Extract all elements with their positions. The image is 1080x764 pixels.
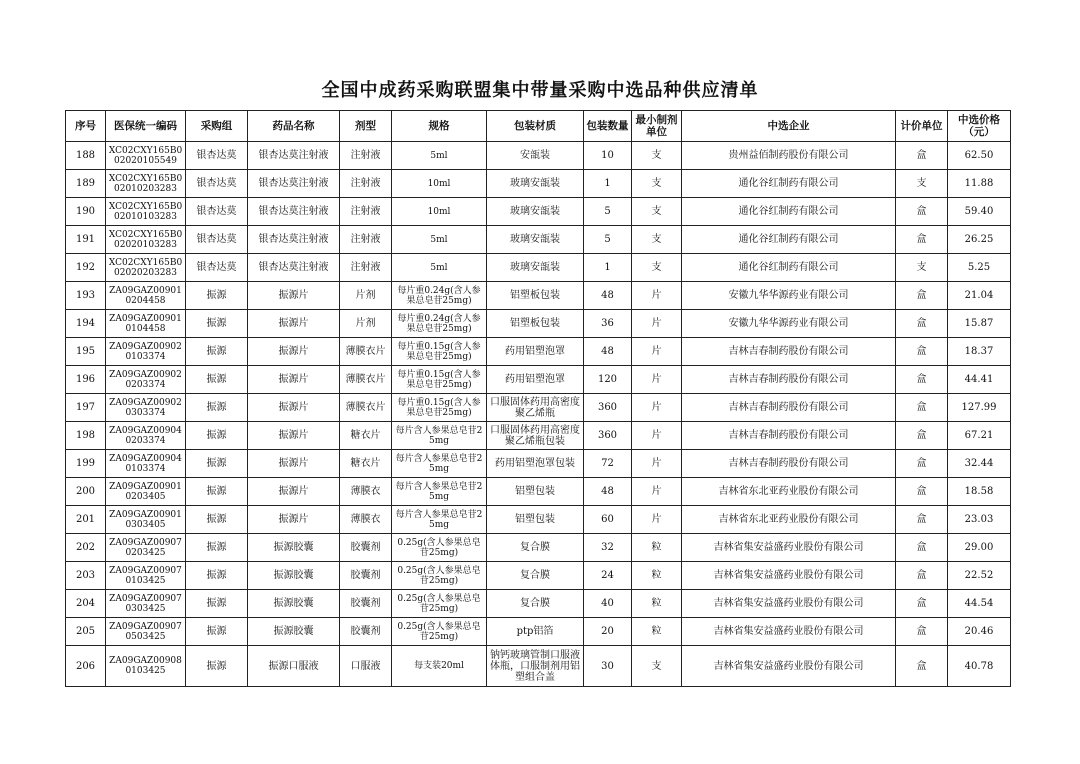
dosage-form-cell: 糖衣片: [340, 422, 392, 450]
specification-cell: 0.25g(含人参果总皂苷25mg): [392, 618, 487, 646]
winning-price-cell: 26.25: [948, 226, 1011, 254]
min-unit-cell: 片: [632, 310, 682, 338]
table-row: [66, 338, 1011, 366]
min-unit-cell: 粒: [632, 562, 682, 590]
table-row: [66, 394, 1011, 422]
winning-price-cell: 21.04: [948, 282, 1011, 310]
specification-cell: 每片重0.15g(含人参果总皂苷25mg): [392, 338, 487, 366]
header-cell: 规格: [392, 111, 487, 142]
drug-name-cell: 振源片: [248, 450, 340, 478]
table-row: [66, 646, 1011, 687]
dosage-form-cell: 片剂: [340, 282, 392, 310]
package-quantity-cell: 36: [584, 310, 632, 338]
pricing-unit-cell: 盒: [896, 282, 948, 310]
winning-price-cell: 62.50: [948, 142, 1011, 170]
specification-cell: 0.25g(含人参果总皂苷25mg): [392, 590, 487, 618]
drug-name-cell: 振源胶囊: [248, 534, 340, 562]
winning-price-cell: 29.00: [948, 534, 1011, 562]
drug-name-cell: 银杏达莫注射液: [248, 142, 340, 170]
specification-cell: 10ml: [392, 170, 487, 198]
dosage-form-cell: 薄膜衣片: [340, 366, 392, 394]
dosage-form-cell: 注射液: [340, 254, 392, 282]
winning-price-cell: 59.40: [948, 198, 1011, 226]
header-cell: 中选价格（元）: [948, 111, 1011, 142]
row-number-cell: 198: [66, 422, 106, 450]
winning-company-cell: 通化谷红制药有限公司: [682, 170, 896, 198]
row-number-cell: 196: [66, 366, 106, 394]
winning-company-cell: 通化谷红制药有限公司: [682, 198, 896, 226]
winning-company-cell: 吉林吉春制药股份有限公司: [682, 338, 896, 366]
insurance-code-cell: XC02CXY165B002020103283: [106, 226, 186, 254]
insurance-code-cell: ZA09GAZ009070503425: [106, 618, 186, 646]
row-number-cell: 190: [66, 198, 106, 226]
min-unit-cell: 支: [632, 254, 682, 282]
winning-company-cell: 吉林省集安益盛药业股份有限公司: [682, 646, 896, 687]
header-cell: 医保统一编码: [106, 111, 186, 142]
packaging-material-cell: 铝塑板包装: [487, 310, 584, 338]
insurance-code-cell: XC02CXY165B002020105549: [106, 142, 186, 170]
min-unit-cell: 粒: [632, 590, 682, 618]
purchase-group-cell: 银杏达莫: [186, 226, 248, 254]
specification-cell: 每片重0.15g(含人参果总皂苷25mg): [392, 366, 487, 394]
insurance-code-cell: ZA09GAZ009080103425: [106, 646, 186, 687]
specification-cell: 0.25g(含人参果总皂苷25mg): [392, 562, 487, 590]
min-unit-cell: 片: [632, 450, 682, 478]
table-header-row: [66, 111, 1011, 142]
winning-price-cell: 67.21: [948, 422, 1011, 450]
pricing-unit-cell: 盒: [896, 618, 948, 646]
pricing-unit-cell: 盒: [896, 422, 948, 450]
packaging-material-cell: 复合膜: [487, 534, 584, 562]
packaging-material-cell: 铝塑包装: [487, 506, 584, 534]
insurance-code-cell: ZA09GAZ009010104458: [106, 310, 186, 338]
dosage-form-cell: 薄膜衣片: [340, 394, 392, 422]
dosage-form-cell: 口服液: [340, 646, 392, 687]
package-quantity-cell: 32: [584, 534, 632, 562]
drug-name-cell: 振源胶囊: [248, 590, 340, 618]
insurance-code-cell: ZA09GAZ009010203405: [106, 478, 186, 506]
row-number-cell: 192: [66, 254, 106, 282]
package-quantity-cell: 48: [584, 282, 632, 310]
row-number-cell: 193: [66, 282, 106, 310]
package-quantity-cell: 360: [584, 422, 632, 450]
min-unit-cell: 支: [632, 646, 682, 687]
packaging-material-cell: 玻璃安瓿装: [487, 254, 584, 282]
package-quantity-cell: 1: [584, 254, 632, 282]
package-quantity-cell: 5: [584, 226, 632, 254]
pricing-unit-cell: 盒: [896, 310, 948, 338]
drug-name-cell: 振源片: [248, 338, 340, 366]
drug-name-cell: 振源胶囊: [248, 562, 340, 590]
header-cell: 中选企业: [682, 111, 896, 142]
purchase-group-cell: 振源: [186, 506, 248, 534]
row-number-cell: 197: [66, 394, 106, 422]
packaging-material-cell: 铝塑包装: [487, 478, 584, 506]
purchase-group-cell: 振源: [186, 422, 248, 450]
dosage-form-cell: 注射液: [340, 142, 392, 170]
min-unit-cell: 粒: [632, 618, 682, 646]
specification-cell: 每片含人参果总皂苷25mg: [392, 422, 487, 450]
pricing-unit-cell: 盒: [896, 646, 948, 687]
table-row: [66, 562, 1011, 590]
min-unit-cell: 支: [632, 226, 682, 254]
package-quantity-cell: 48: [584, 478, 632, 506]
pricing-unit-cell: 支: [896, 170, 948, 198]
winning-price-cell: 44.41: [948, 366, 1011, 394]
min-unit-cell: 片: [632, 366, 682, 394]
winning-price-cell: 32.44: [948, 450, 1011, 478]
winning-company-cell: 安徽九华华源药业有限公司: [682, 282, 896, 310]
insurance-code-cell: ZA09GAZ009070203425: [106, 534, 186, 562]
dosage-form-cell: 注射液: [340, 198, 392, 226]
specification-cell: 每片重0.15g(含人参果总皂苷25mg): [392, 394, 487, 422]
pricing-unit-cell: 盒: [896, 478, 948, 506]
min-unit-cell: 片: [632, 506, 682, 534]
header-cell: 药品名称: [248, 111, 340, 142]
dosage-form-cell: 胶囊剂: [340, 590, 392, 618]
purchase-group-cell: 振源: [186, 590, 248, 618]
header-cell: 剂型: [340, 111, 392, 142]
row-number-cell: 201: [66, 506, 106, 534]
purchase-group-cell: 银杏达莫: [186, 142, 248, 170]
drug-name-cell: 振源口服液: [248, 646, 340, 687]
package-quantity-cell: 1: [584, 170, 632, 198]
insurance-code-cell: ZA09GAZ009010204458: [106, 282, 186, 310]
insurance-code-cell: XC02CXY165B002010203283: [106, 170, 186, 198]
purchase-group-cell: 振源: [186, 618, 248, 646]
winning-company-cell: 吉林吉春制药股份有限公司: [682, 422, 896, 450]
insurance-code-cell: XC02CXY165B002020203283: [106, 254, 186, 282]
winning-price-cell: 127.99: [948, 394, 1011, 422]
winning-company-cell: 吉林省东北亚药业股份有限公司: [682, 506, 896, 534]
pricing-unit-cell: 盒: [896, 198, 948, 226]
winning-company-cell: 贵州益佰制药股份有限公司: [682, 142, 896, 170]
packaging-material-cell: 铝塑板包装: [487, 282, 584, 310]
dosage-form-cell: 薄膜衣: [340, 478, 392, 506]
purchase-group-cell: 振源: [186, 478, 248, 506]
min-unit-cell: 片: [632, 478, 682, 506]
pricing-unit-cell: 盒: [896, 338, 948, 366]
packaging-material-cell: 玻璃安瓿装: [487, 226, 584, 254]
purchase-group-cell: 振源: [186, 310, 248, 338]
insurance-code-cell: XC02CXY165B002010103283: [106, 198, 186, 226]
package-quantity-cell: 60: [584, 506, 632, 534]
insurance-code-cell: ZA09GAZ009070303425: [106, 590, 186, 618]
document-title: 全国中成药采购联盟集中带量采购中选品种供应清单: [321, 80, 759, 101]
winning-price-cell: 18.37: [948, 338, 1011, 366]
min-unit-cell: 支: [632, 198, 682, 226]
header-cell: 计价单位: [896, 111, 948, 142]
drug-name-cell: 振源片: [248, 394, 340, 422]
winning-company-cell: 通化谷红制药有限公司: [682, 226, 896, 254]
drug-name-cell: 银杏达莫注射液: [248, 198, 340, 226]
table-row: [66, 478, 1011, 506]
specification-cell: 5ml: [392, 226, 487, 254]
row-number-cell: 194: [66, 310, 106, 338]
winning-price-cell: 15.87: [948, 310, 1011, 338]
purchase-group-cell: 振源: [186, 394, 248, 422]
header-cell: 序号: [66, 111, 106, 142]
packaging-material-cell: ptp铝箔: [487, 618, 584, 646]
header-cell: 包装数量: [584, 111, 632, 142]
drug-name-cell: 银杏达莫注射液: [248, 170, 340, 198]
min-unit-cell: 支: [632, 170, 682, 198]
packaging-material-cell: 安瓿装: [487, 142, 584, 170]
winning-company-cell: 吉林省集安益盛药业股份有限公司: [682, 562, 896, 590]
pricing-unit-cell: 盒: [896, 226, 948, 254]
packaging-material-cell: 口服固体药用高密度聚乙烯瓶: [487, 394, 584, 422]
purchase-group-cell: 振源: [186, 534, 248, 562]
dosage-form-cell: 胶囊剂: [340, 618, 392, 646]
row-number-cell: 191: [66, 226, 106, 254]
row-number-cell: 189: [66, 170, 106, 198]
drug-name-cell: 振源胶囊: [248, 618, 340, 646]
table-row: [66, 506, 1011, 534]
specification-cell: 每片重0.24g(含人参果总皂苷25mg): [392, 310, 487, 338]
row-number-cell: 200: [66, 478, 106, 506]
table-row: [66, 450, 1011, 478]
row-number-cell: 205: [66, 618, 106, 646]
insurance-code-cell: ZA09GAZ009010303405: [106, 506, 186, 534]
table-row: [66, 618, 1011, 646]
packaging-material-cell: 药用铝塑泡罩: [487, 366, 584, 394]
winning-price-cell: 18.58: [948, 478, 1011, 506]
pricing-unit-cell: 支: [896, 254, 948, 282]
winning-company-cell: 吉林吉春制药股份有限公司: [682, 394, 896, 422]
dosage-form-cell: 糖衣片: [340, 450, 392, 478]
purchase-group-cell: 银杏达莫: [186, 170, 248, 198]
supply-list-table: [65, 110, 1011, 687]
package-quantity-cell: 48: [584, 338, 632, 366]
insurance-code-cell: ZA09GAZ009020303374: [106, 394, 186, 422]
packaging-material-cell: 口服固体药用高密度聚乙烯瓶包装: [487, 422, 584, 450]
insurance-code-cell: ZA09GAZ009040203374: [106, 422, 186, 450]
winning-company-cell: 吉林省东北亚药业股份有限公司: [682, 478, 896, 506]
min-unit-cell: 粒: [632, 534, 682, 562]
insurance-code-cell: ZA09GAZ009020103374: [106, 338, 186, 366]
winning-company-cell: 吉林省集安益盛药业股份有限公司: [682, 534, 896, 562]
purchase-group-cell: 振源: [186, 562, 248, 590]
winning-price-cell: 22.52: [948, 562, 1011, 590]
dosage-form-cell: 胶囊剂: [340, 534, 392, 562]
row-number-cell: 206: [66, 646, 106, 687]
row-number-cell: 199: [66, 450, 106, 478]
table-row: [66, 198, 1011, 226]
specification-cell: 每片含人参果总皂苷25mg: [392, 478, 487, 506]
table-row: [66, 310, 1011, 338]
purchase-group-cell: 银杏达莫: [186, 254, 248, 282]
drug-name-cell: 银杏达莫注射液: [248, 226, 340, 254]
packaging-material-cell: 复合膜: [487, 562, 584, 590]
specification-cell: 每片重0.24g(含人参果总皂苷25mg): [392, 282, 487, 310]
table-row: [66, 534, 1011, 562]
winning-price-cell: 44.54: [948, 590, 1011, 618]
specification-cell: 0.25g(含人参果总皂苷25mg): [392, 534, 487, 562]
pricing-unit-cell: 盒: [896, 590, 948, 618]
pricing-unit-cell: 盒: [896, 366, 948, 394]
drug-name-cell: 振源片: [248, 310, 340, 338]
table-row: [66, 590, 1011, 618]
table-row: [66, 366, 1011, 394]
winning-price-cell: 20.46: [948, 618, 1011, 646]
pricing-unit-cell: 盒: [896, 534, 948, 562]
winning-price-cell: 5.25: [948, 254, 1011, 282]
winning-price-cell: 11.88: [948, 170, 1011, 198]
header-cell: 采购组: [186, 111, 248, 142]
dosage-form-cell: 胶囊剂: [340, 562, 392, 590]
package-quantity-cell: 72: [584, 450, 632, 478]
winning-company-cell: 吉林省集安益盛药业股份有限公司: [682, 618, 896, 646]
pricing-unit-cell: 盒: [896, 506, 948, 534]
specification-cell: 每片含人参果总皂苷25mg: [392, 450, 487, 478]
specification-cell: 5ml: [392, 142, 487, 170]
winning-company-cell: 吉林省集安益盛药业股份有限公司: [682, 590, 896, 618]
table-row: [66, 170, 1011, 198]
winning-company-cell: 安徽九华华源药业有限公司: [682, 310, 896, 338]
package-quantity-cell: 360: [584, 394, 632, 422]
specification-cell: 5ml: [392, 254, 487, 282]
purchase-group-cell: 振源: [186, 450, 248, 478]
packaging-material-cell: 钠钙玻璃管制口服液体瓶，口服制剂用铝塑组合盖: [487, 646, 584, 687]
row-number-cell: 195: [66, 338, 106, 366]
specification-cell: 每支装20ml: [392, 646, 487, 687]
table-body: [66, 142, 1011, 687]
insurance-code-cell: ZA09GAZ009040103374: [106, 450, 186, 478]
drug-name-cell: 振源片: [248, 422, 340, 450]
winning-price-cell: 23.03: [948, 506, 1011, 534]
header-cell: 最小制剂单位: [632, 111, 682, 142]
winning-company-cell: 通化谷红制药有限公司: [682, 254, 896, 282]
purchase-group-cell: 振源: [186, 338, 248, 366]
purchase-group-cell: 银杏达莫: [186, 198, 248, 226]
pricing-unit-cell: 盒: [896, 562, 948, 590]
purchase-group-cell: 振源: [186, 366, 248, 394]
purchase-group-cell: 振源: [186, 282, 248, 310]
dosage-form-cell: 薄膜衣: [340, 506, 392, 534]
drug-name-cell: 振源片: [248, 478, 340, 506]
row-number-cell: 204: [66, 590, 106, 618]
specification-cell: 10ml: [392, 198, 487, 226]
winning-company-cell: 吉林吉春制药股份有限公司: [682, 366, 896, 394]
packaging-material-cell: 复合膜: [487, 590, 584, 618]
specification-cell: 每片含人参果总皂苷25mg: [392, 506, 487, 534]
winning-company-cell: 吉林吉春制药股份有限公司: [682, 450, 896, 478]
package-quantity-cell: 24: [584, 562, 632, 590]
min-unit-cell: 片: [632, 394, 682, 422]
package-quantity-cell: 30: [584, 646, 632, 687]
table-row: [66, 422, 1011, 450]
min-unit-cell: 片: [632, 282, 682, 310]
package-quantity-cell: 120: [584, 366, 632, 394]
dosage-form-cell: 片剂: [340, 310, 392, 338]
drug-name-cell: 振源片: [248, 282, 340, 310]
package-quantity-cell: 10: [584, 142, 632, 170]
row-number-cell: 202: [66, 534, 106, 562]
insurance-code-cell: ZA09GAZ009020203374: [106, 366, 186, 394]
drug-name-cell: 振源片: [248, 506, 340, 534]
min-unit-cell: 片: [632, 422, 682, 450]
package-quantity-cell: 40: [584, 590, 632, 618]
min-unit-cell: 支: [632, 142, 682, 170]
purchase-group-cell: 振源: [186, 646, 248, 687]
drug-name-cell: 银杏达莫注射液: [248, 254, 340, 282]
row-number-cell: 203: [66, 562, 106, 590]
packaging-material-cell: 玻璃安瓿装: [487, 198, 584, 226]
min-unit-cell: 片: [632, 338, 682, 366]
table-row: [66, 282, 1011, 310]
dosage-form-cell: 注射液: [340, 170, 392, 198]
package-quantity-cell: 20: [584, 618, 632, 646]
table-row: [66, 142, 1011, 170]
packaging-material-cell: 药用铝塑泡罩: [487, 338, 584, 366]
packaging-material-cell: 玻璃安瓿装: [487, 170, 584, 198]
dosage-form-cell: 薄膜衣片: [340, 338, 392, 366]
drug-name-cell: 振源片: [248, 366, 340, 394]
package-quantity-cell: 5: [584, 198, 632, 226]
table-row: [66, 226, 1011, 254]
pricing-unit-cell: 盒: [896, 450, 948, 478]
table-row: [66, 254, 1011, 282]
pricing-unit-cell: 盒: [896, 142, 948, 170]
winning-price-cell: 40.78: [948, 646, 1011, 687]
packaging-material-cell: 药用铝塑泡罩包装: [487, 450, 584, 478]
dosage-form-cell: 注射液: [340, 226, 392, 254]
row-number-cell: 188: [66, 142, 106, 170]
header-cell: 包装材质: [487, 111, 584, 142]
insurance-code-cell: ZA09GAZ009070103425: [106, 562, 186, 590]
pricing-unit-cell: 盒: [896, 394, 948, 422]
